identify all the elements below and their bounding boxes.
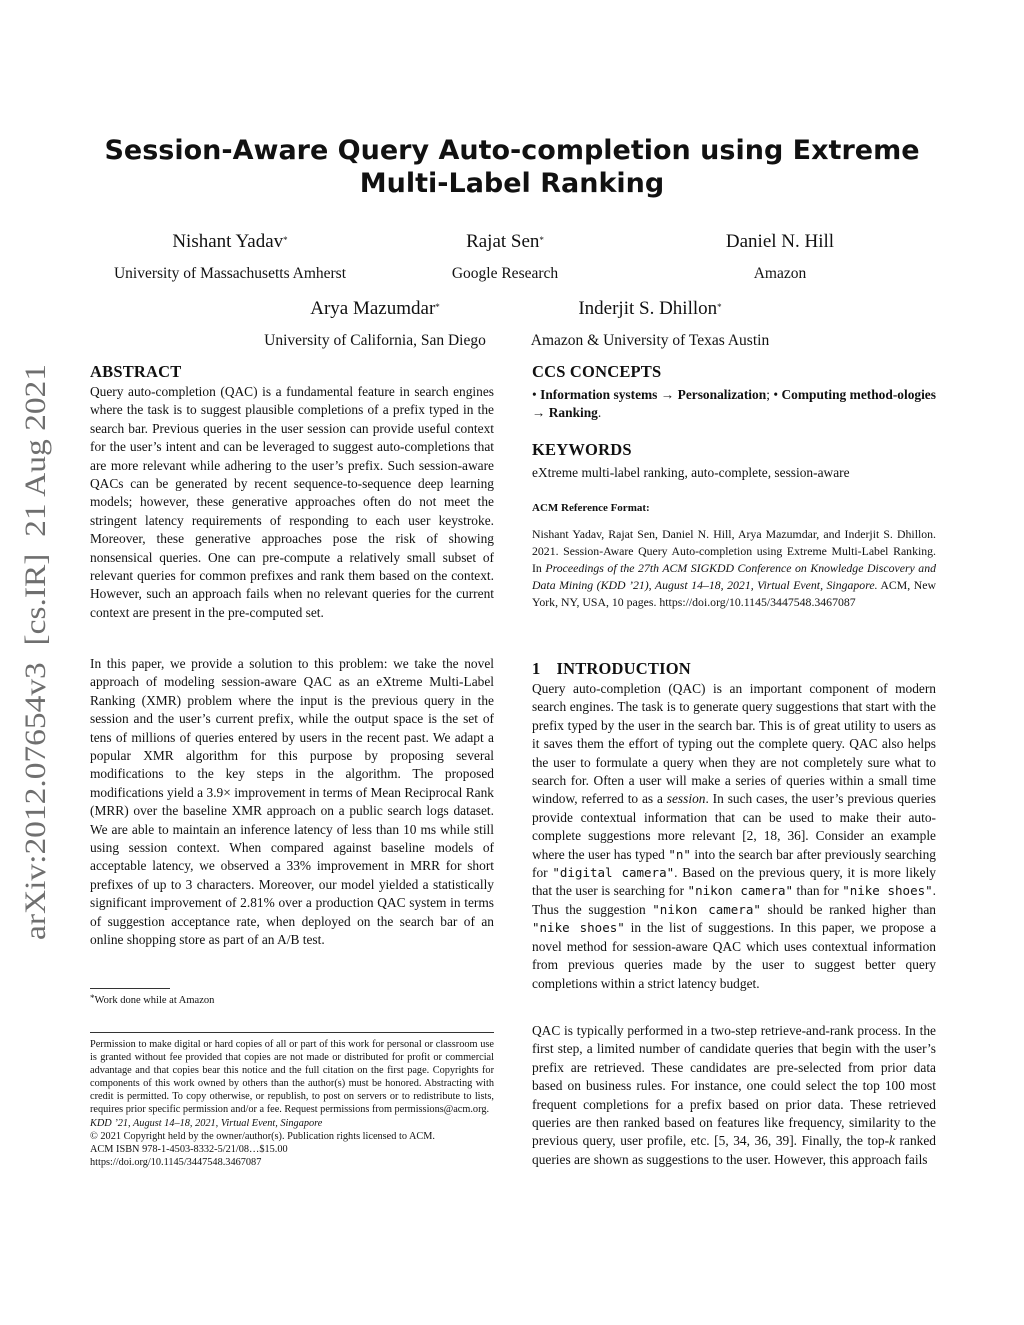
arxiv-identifier-stamp <box>18 362 52 942</box>
keywords-section <box>532 439 936 482</box>
author-name: Daniel N. Hill <box>725 231 835 252</box>
acm-reference-section <box>532 500 936 611</box>
permission-text: Permission to make digital or hard copies of all or part of this work for personal or classroom use is granted without fee provided that copies are not made or distributed for profit or commercial advantage and that copies bear this notice and the full citation on the first page. Copyrights for components of this work owned by others than the author(s) must be honored. Abstracting with credit is permitted. To copy otherwise, or republish, to post on servers or to redistribute to lists, requires prior specific permission and/or a fee. Request permissions from permissions@acm.org. <box>90 1039 494 1116</box>
ccs-arrow: → <box>660 387 675 402</box>
author-name: Inderjit S. Dhillon <box>578 298 718 319</box>
abstract-paragraph-1: Query auto-completion (QAC) is a fundamental feature in search engines where the task is to suggest plausible completions of a prefix typed in the search bar. Previous queries in the user session can provide useful context for the user’s intent and can be leveraged to suggest auto-completions that are more relevant while adhering to the user’s prefix. Such session-aware QACs can be generated by recent sequence-to-sequence deep learning models; however, these generative approaches often do not meet the stringent latency requirements of responding to each user keystroke. Moreover, these generative approaches pose the risk of showing nonsensical queries. One can pre-compute a relatively small subset of relevant queries for common prefixes and rank them based on the context. However, such an approach fails when no relevant queries for the current context are present in the pre-computed set. <box>90 384 494 620</box>
abstract-paragraph-2: In this paper, we provide a solution to this problem: we take the novel approach of modeling session-aware QAC as an eXtreme Multi-Label Ranking (XMR) problem where the input is the previous query in the session and the user’s current prefix, while the output space is the set of tens of millions of queries entered by users in the recent past. We adapt a popular XMR algorithm for this purpose by proposing several modifications to the key steps in the algorithm. The proposed modifications yield a 3.9× improvement in terms of Mean Reciprocal Rank (MRR) over the baseline XMR approach on a public search logs dataset. We are able to maintain an inference latency of less than 10 ms while still using session context. When compared against baseline models of acceptable latency, we observed a 33% improvement in MRR for short prefixes of up to 3 characters. Moreover, our model yielded a statistically significant improvement of 2.81% over a production QAC system in terms of suggestion acceptance rate, when deployed on the search bar of an online shopping store as part of an A/B test. <box>90 656 494 948</box>
abstract-section-continued <box>90 655 494 950</box>
author-affiliation: University of California, San Diego <box>264 332 486 349</box>
text-run: QAC is typically performed in a two-step retrieve-and-rank process. In the first step, a limited number of candidate queries that begin with the user’s prefix are retrieved. These candidates are pre-selected from prior data based on business rules. For instance, one could select the top 100 most frequent completions for a prefix based on prior data. These retrieved queries are then ranked based on features like frequency, similarity to the previous query, user profile, etc. [5, 34, 36, 39]. Finally, the top- <box>532 1023 936 1149</box>
text-run: ranked queries are shown as suggestions to the user. However, this approach fails <box>532 1133 936 1167</box>
ccs-bullet: • <box>532 387 537 402</box>
footnote <box>90 994 494 1007</box>
author-footnote-mark: * <box>283 235 288 245</box>
author-affiliation: Google Research <box>451 265 559 282</box>
keywords-heading: KEYWORDS <box>532 440 632 459</box>
footnote-text: Work done while at Amazon <box>94 995 215 1006</box>
author-name: Rajat Sen <box>466 231 540 252</box>
paper-title-line-1: Session-Aware Query Auto-completion using Extreme <box>104 135 920 166</box>
author-affiliation: University of Massachusetts Amherst <box>113 265 347 282</box>
code-query-digital-camera: "digital camera" <box>552 865 675 881</box>
author-block-1 <box>80 230 380 284</box>
conference-venue: KDD ’21, August 14–18, 2021, Virtual Event, Singapore <box>90 1117 323 1129</box>
acm-reference-text <box>532 526 936 611</box>
text-run: into the search bar after previously searching for <box>532 846 937 881</box>
copyright-notice: © 2021 Copyright held by the owner/author(s). Publication rights licensed to ACM. <box>90 1130 436 1142</box>
text-run: . In such cases, the user’s previous queries provide contextual information that can be used to make their auto-complete suggestions more relevant [2, 18, 36]. Consider an example where the user has typed <box>532 791 936 862</box>
ccs-concept-2: Computing method-ologies <box>781 387 936 402</box>
introduction-paragraph-2 <box>532 1022 936 1169</box>
code-query-nike-shoes: "nike shoes" <box>532 920 625 936</box>
text-run: than for <box>793 883 843 899</box>
author-footnote-mark: * <box>435 302 440 312</box>
code-query-n: "n" <box>668 846 691 862</box>
section-title: INTRODUCTION <box>556 659 691 678</box>
permission-rule <box>90 1032 494 1033</box>
ccs-bullet: • <box>773 387 779 402</box>
introduction-heading <box>532 658 936 680</box>
author-block-2 <box>380 230 630 284</box>
ccs-concept-2-sub: Ranking <box>548 405 598 421</box>
author-name: Nishant Yadav <box>172 231 284 252</box>
author-block-4 <box>230 297 520 351</box>
variable-k: k <box>889 1133 895 1149</box>
text-run: . Based on the previous query, it is more likely that the user is searching for <box>532 865 936 899</box>
author-footnote-mark: * <box>539 235 544 245</box>
author-name: Arya Mazumdar <box>310 298 436 319</box>
doi-link: https://doi.org/10.1145/3447548.3467087 <box>90 1156 262 1168</box>
acm-reference-heading: ACM Reference Format: <box>532 502 650 514</box>
introduction-paragraph-1 <box>532 680 936 993</box>
ccs-concept-1: Information systems <box>540 387 658 402</box>
section-number: 1 <box>532 659 541 678</box>
footnote-rule <box>90 988 170 989</box>
author-footnote-mark: * <box>717 302 722 312</box>
text-run: . Thus the suggestion <box>532 883 937 917</box>
abstract-section <box>90 361 494 622</box>
permission-block <box>90 1038 494 1169</box>
text-run: Query auto-completion (QAC) is an important component of modern search engines. The task is to generate query suggestions that start with the prefix typed by the user in the search bar. This is of great utility to users as it saves them the effort of typing out the complete query. QAC also helps the user to formulate a query when they are not completely sure what to search for. Often a user will make a series of queries within a small time window, referred to as a <box>532 681 936 807</box>
author-affiliation: Amazon <box>753 265 807 282</box>
paper-title-line-2: Multi-Label Ranking <box>359 168 665 199</box>
ccs-concept-1-sub: Personalization <box>677 387 767 402</box>
author-block-5 <box>510 297 790 351</box>
term-session: session <box>666 791 706 807</box>
acm-reference-publisher: ACM, New York, NY, USA, 10 pages. https://doi.org/10.1145/3447548.3467087 <box>532 578 936 609</box>
ccs-concepts-section <box>532 361 936 423</box>
text-run: should be ranked higher than <box>760 901 936 917</box>
acm-isbn: ACM ISBN 978-1-4503-8332-5/21/08…$15.00 <box>90 1143 288 1155</box>
author-block-3 <box>660 230 900 284</box>
paper-title <box>100 134 924 200</box>
keywords-text: eXtreme multi-label ranking, auto-complete, session-aware <box>532 465 850 480</box>
ccs-arrow: → <box>532 405 546 421</box>
ccs-end: . <box>597 405 602 421</box>
arxiv-identifier-text: arXiv:2012.07654v3 [cs.IR] 21 Aug 2021 <box>19 423 52 940</box>
introduction-section <box>532 658 936 993</box>
author-affiliation: Amazon & University of Texas Austin <box>530 332 770 349</box>
acm-reference-authors: Nishant Yadav, Rajat Sen, Daniel N. Hill, Arya Mazumdar, and Inderjit S. Dhillon. 2021. Session-Aware Query Auto-completion using Extreme Multi-Label Ranking. In <box>532 527 936 575</box>
footnote-mark: * <box>90 993 95 1003</box>
abstract-heading: ABSTRACT <box>90 362 182 381</box>
text-run: in the list of suggestions. In this paper, we propose a novel method for session-aware QAC which uses contextual information from previous queries made by the user to suggest better query completions within a strict latency budget. <box>532 920 937 991</box>
ccs-concepts-text <box>532 386 936 423</box>
code-query-nike-shoes: "nike shoes" <box>842 883 933 899</box>
code-query-nikon-camera: "nikon camera" <box>652 901 761 917</box>
ccs-heading: CCS CONCEPTS <box>532 362 662 381</box>
code-query-nikon-camera: "nikon camera" <box>687 883 794 899</box>
ccs-separator: ; <box>766 387 770 402</box>
acm-reference-proceedings: Proceedings of the 27th ACM SIGKDD Conference on Knowledge Discovery and Data Mining (KDD ’21), August 14–18, 2021, Virtual Event, Singapore. <box>532 561 936 592</box>
introduction-section-continued <box>532 1022 936 1169</box>
